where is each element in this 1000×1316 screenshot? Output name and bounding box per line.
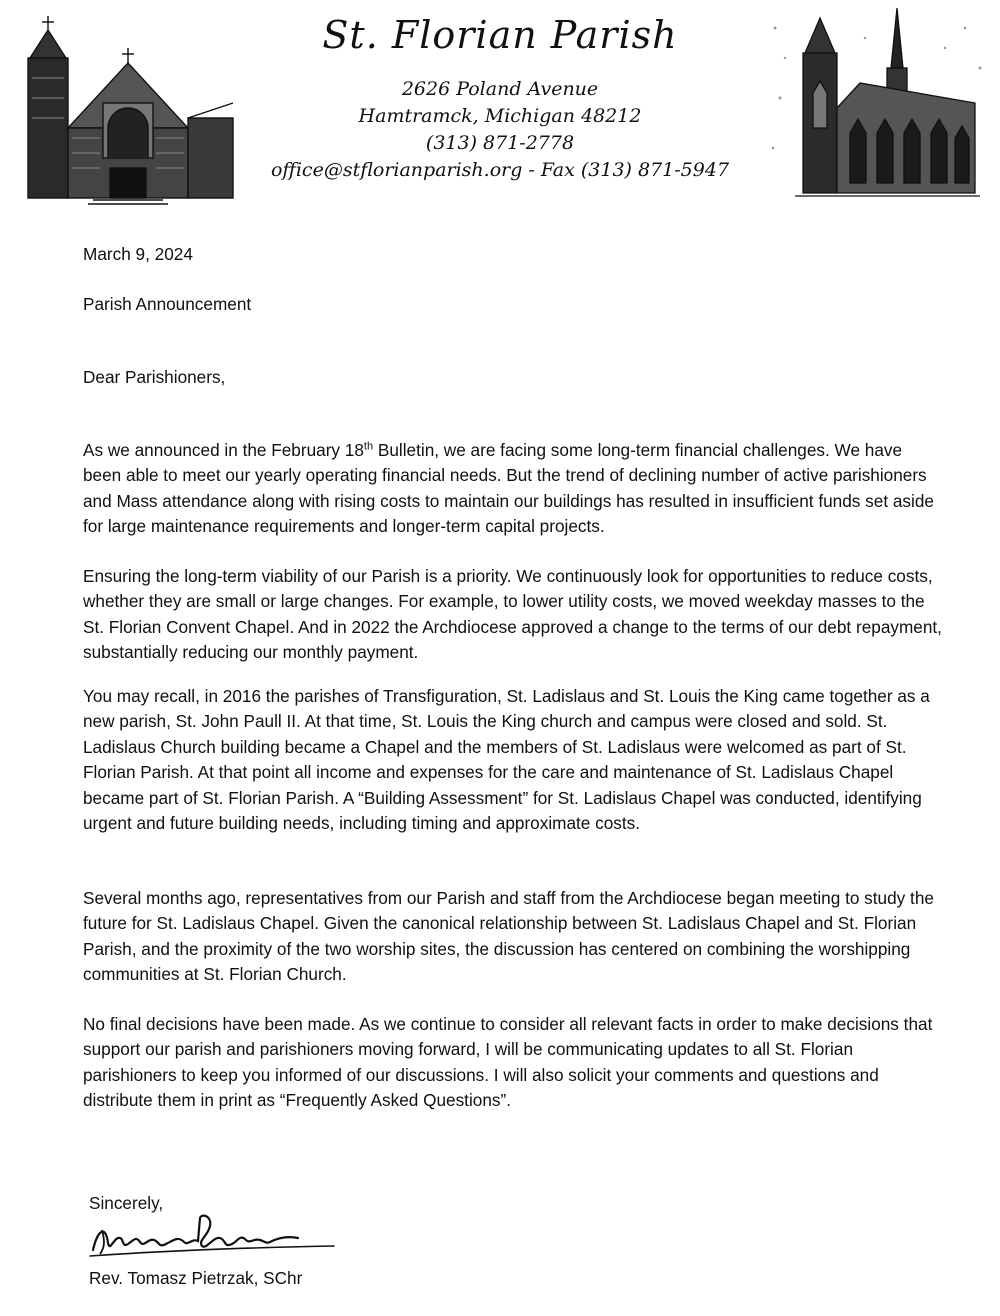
paragraph-1: [83, 438, 943, 540]
church-drawing-icon: [8, 8, 238, 208]
cathedral-drawing-icon: [765, 8, 990, 208]
letter-subject: Parish Announcement: [83, 294, 252, 314]
ordinal-suffix: th: [363, 440, 374, 453]
phone-number: (313) 871-2778: [425, 132, 575, 154]
paragraph-3: You may recall, in 2016 the parishes of Transfiguration, St. Ladislaus and St. Louis the King came together as a new parish, St. John Paull II. At that time, St. Louis the King church and campus were closed and sold. St. Ladislaus Church building became a Chapel and the members of St. Ladislaus were welcomed as part of St. Florian Parish. At that point all income and expenses for the care and maintenance of St. Ladislaus Chapel became part of St. Florian Parish. A “Building Assessment” for St. Ladislaus Chapel was conducted, identifying urgent and future building needs, including timing and approximate costs.: [83, 686, 930, 834]
letterhead: [0, 0, 1000, 215]
salutation: Dear Parishioners,: [83, 367, 226, 387]
letter-date: March 9, 2024: [83, 244, 193, 264]
parish-name: St. Florian Parish: [322, 13, 678, 57]
closing: Sincerely,: [89, 1193, 164, 1213]
paragraph-5: No final decisions have been made. As we continue to consider all relevant facts in order to make decisions that support our parish and parishioners moving forward, I will be communicating updates to all St. Florian parishioners to keep you informed of our discussions. I will also solicit your comments and questions and distribute them in print as “Frequently Asked Questions”.: [83, 1014, 933, 1111]
paragraph-1-rest: Bulletin, we are facing some long-term financial challenges. We have been able to meet our yearly operating financial needs. But the trend of declining number of active parishioners and Mass attendance along with rising costs to maintain our buildings has resulted in insufficient funds set aside for large maintenance requirements and longer-term capital projects.: [83, 440, 934, 537]
handwritten-signature-icon: [88, 1208, 338, 1263]
paragraph-4: Several months ago, representatives from our Parish and staff from the Archdiocese began meeting to study the future for St. Ladislaus Chapel. Given the canonical relationship between St. Ladislaus Chapel and St. Florian Parish, and the proximity of the two worship sites, the discussion has centered on combining the worshipping communities at St. Florian Church.: [83, 888, 934, 985]
signer-name: Rev. Tomasz Pietrzak, SChr: [89, 1268, 303, 1288]
address-line-2: Hamtramck, Michigan 48212: [358, 105, 642, 127]
paragraph-2: Ensuring the long-term viability of our Parish is a priority. We continuously look for opportunities to reduce costs, whether they are small or large changes. For example, to lower utility costs, we moved weekday masses to the St. Florian Convent Chapel. And in 2022 the Archdiocese approved a change to the terms of our debt repayment, substantially reducing our monthly payment.: [83, 566, 942, 663]
paragraph-1-start: As we announced in the February 18: [83, 440, 364, 460]
email-fax: office@stflorianparish.org - Fax (313) 871-5947: [270, 159, 730, 181]
address-line-1: 2626 Poland Avenue: [401, 78, 599, 100]
letterhead-text: [250, 12, 750, 184]
